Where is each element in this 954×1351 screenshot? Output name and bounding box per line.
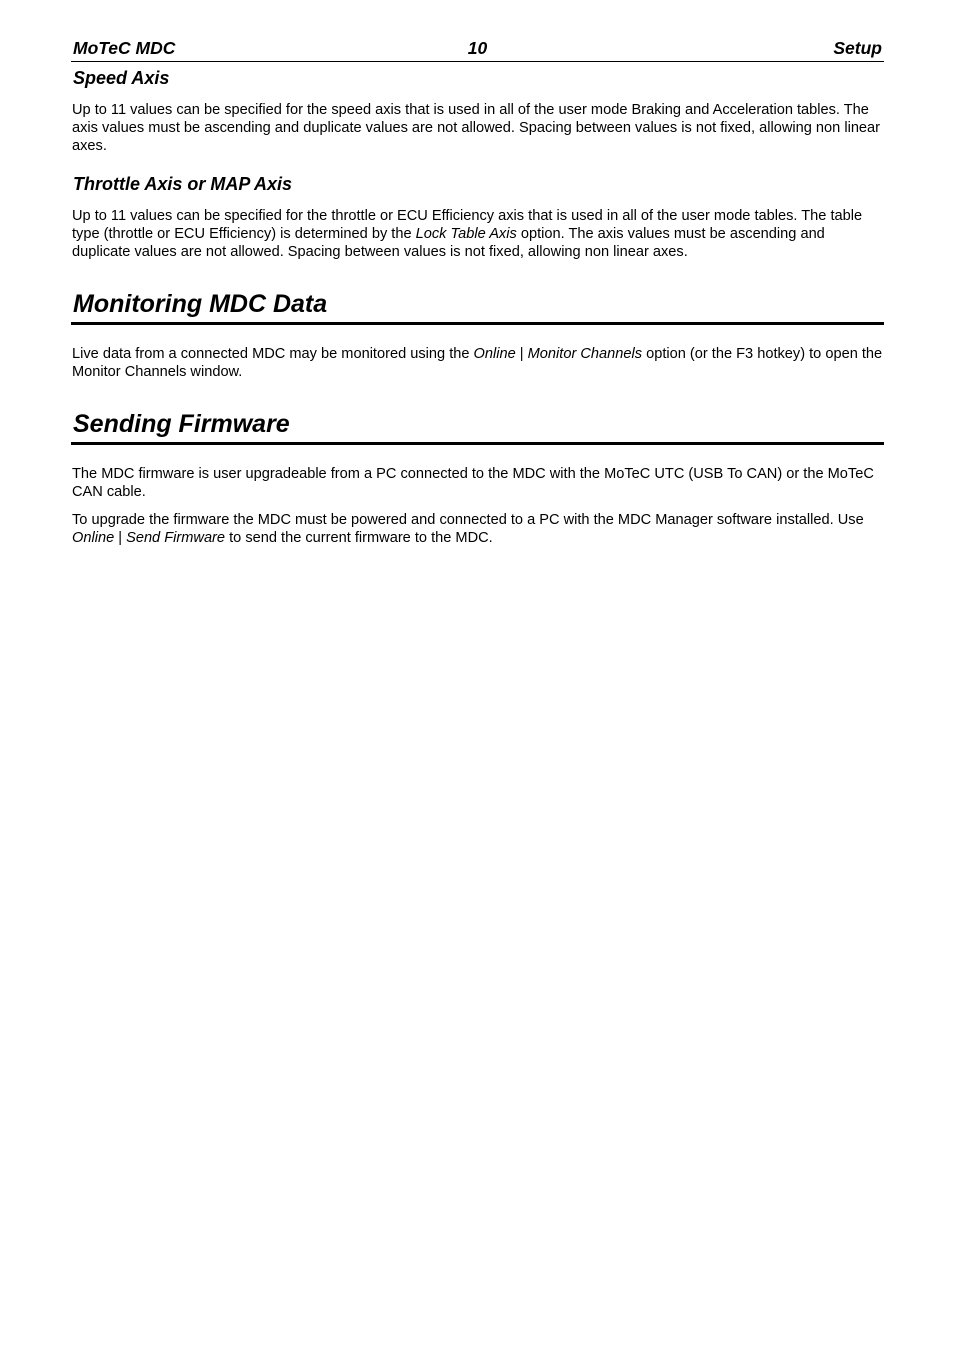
header-product-name: MoTeC MDC (73, 38, 176, 58)
firmware-text-2: to send the current firmware to the MDC. (225, 530, 493, 547)
lock-table-axis-option: Lock Table Axis (415, 226, 517, 243)
firmware-paragraph-1: The MDC firmware is user upgradeable from a PC connected to the MDC with the MoTeC UTC (USB To CAN) or the MoTeC CAN cable. (72, 466, 874, 501)
monitoring-text-2: option (or the F3 hotkey) to open the Monitor Channels window. (72, 346, 883, 381)
firmware-text-1: To upgrade the firmware the MDC must be powered and connected to a PC with the MDC Manager software installed. Use (72, 512, 864, 528)
send-firmware-menu-ref: Send Firmware (126, 530, 226, 547)
throttle-axis-text-2: option. The axis values must be ascending and duplicate values are not allowed. Spacing between values is not fixed, allowing non linear axes. (72, 226, 825, 261)
menu-separator: | (515, 346, 528, 362)
header-section-name: Setup (833, 38, 882, 58)
monitoring-heading-text: Monitoring MDC Data (73, 290, 328, 318)
speed-axis-heading: Speed Axis (73, 68, 170, 88)
firmware-paragraph-2 (72, 511, 887, 547)
menu-separator-2: | (114, 530, 127, 547)
page-header (71, 37, 884, 62)
throttle-axis-text-1: Up to 11 values can be specified for the throttle or ECU Efficiency axis that is used in all of the user mode tables. The table type (throttle or ECU Efficiency) is determined by the (72, 208, 863, 243)
sending-firmware-heading-text: Sending Firmware (73, 410, 290, 438)
online-menu-ref: Online (473, 346, 516, 362)
speed-axis-paragraph: Up to 11 values can be specified for the speed axis that is used in all of the user mode Braking and Acceleration tables. The axis values must be ascending and duplicate values are not allowed. Spacing between values is not fixed, allowing non linear axes. (72, 102, 881, 155)
online-menu-ref-2: Online (72, 530, 115, 547)
throttle-axis-heading: Throttle Axis or MAP Axis (73, 174, 293, 194)
sending-firmware-heading (71, 410, 884, 445)
header-page-number: 10 (467, 38, 488, 58)
monitoring-heading (71, 290, 884, 325)
monitoring-paragraph (72, 345, 887, 381)
throttle-axis-paragraph (72, 207, 887, 262)
monitoring-text-1: Live data from a connected MDC may be monitored using the (72, 346, 474, 362)
monitor-channels-menu-ref: Monitor Channels (527, 346, 643, 362)
